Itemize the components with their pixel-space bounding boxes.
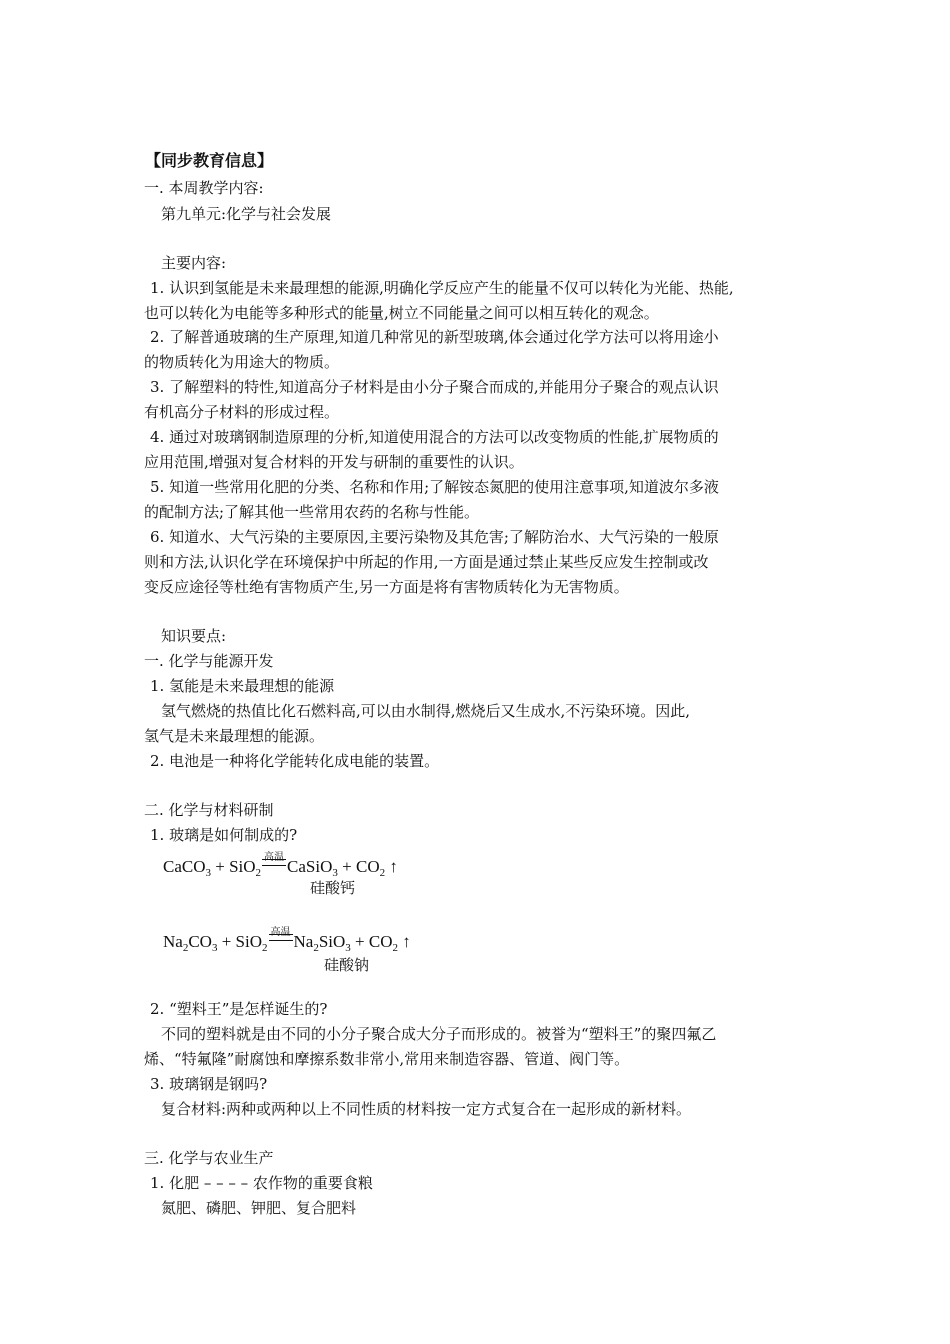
item-heading: 2. 电池是一种将化学能转化成电能的装置。	[150, 752, 440, 770]
main-item-line: 1. 认识到氢能是未来最理想的能源,明确化学反应产生的能量不仅可以转化为光能、热能,	[150, 279, 734, 297]
item-heading: 3. 玻璃钢是钢吗?	[150, 1075, 268, 1093]
main-item-line: 4. 通过对玻璃钢制造原理的分析,知道使用混合的方法可以改变物质的性能,扩展物质的	[150, 428, 719, 446]
item-heading: 1. 玻璃是如何制成的?	[150, 826, 298, 844]
main-item-line: 的物质转化为用途大的物质。	[144, 353, 340, 371]
main-content-heading: 主要内容:	[161, 254, 227, 272]
product-label: 硅酸钙	[310, 879, 356, 897]
main-item-line: 应用范围,增强对复合材料的开发与研制的重要性的认识。	[144, 453, 524, 471]
main-item-line: 有机高分子材料的形成过程。	[144, 403, 340, 421]
paragraph-line: 烯、“特氟隆”耐腐蚀和摩擦系数非常小,常用来制造容器、管道、阀门等。	[144, 1050, 630, 1068]
knowledge-heading: 知识要点:	[161, 627, 227, 645]
reaction-condition: 高温	[262, 865, 286, 872]
unit-title: 第九单元:化学与社会发展	[161, 205, 332, 223]
main-item-line: 也可以转化为电能等多种形式的能量,树立不同能量之间可以相互转化的观念。	[144, 304, 659, 322]
chemical-equation-sodium-silicate: $Na_2CO_3 + SiO_2$ 高温 $Na_2SiO_3 + CO_2$ ↑	[163, 927, 411, 954]
reaction-condition: 高温	[269, 940, 293, 947]
main-item-line: 3. 了解塑料的特性,知道高分子材料是由小分子聚合而成的,并能用分子聚合的观点认识	[150, 378, 719, 396]
item-heading: 1. 化肥 – – – – 农作物的重要食粮	[150, 1174, 373, 1192]
document-title: 【同步教育信息】	[145, 151, 274, 170]
section-heading: 一. 本周教学内容:	[144, 179, 264, 197]
chemical-equation-calcium-silicate: CaCO$_3$ + SiO$_2$ 高温 CaSiO$_3$ + $CO_2$ ↑	[163, 852, 398, 879]
paragraph-line: 不同的塑料就是由不同的小分子聚合成大分子而形成的。被誉为“塑料王”的聚四氟乙	[161, 1025, 717, 1043]
section-heading: 二. 化学与材料研制	[144, 801, 274, 819]
main-item-line: 变反应途径等杜绝有害物质产生,另一方面是将有害物质转化为无害物质。	[144, 578, 629, 596]
paragraph-line: 氮肥、磷肥、钾肥、复合肥料	[161, 1199, 357, 1217]
item-heading: 1. 氢能是未来最理想的能源	[150, 677, 335, 695]
main-item-line: 5. 知道一些常用化肥的分类、名称和作用;了解铵态氮肥的使用注意事项,知道波尔多液	[150, 478, 719, 496]
main-item-line: 的配制方法;了解其他一些常用农药的名称与性能。	[144, 503, 480, 521]
product-label: 硅酸钠	[324, 956, 370, 974]
paragraph-line: 复合材料:两种或两种以上不同性质的材料按一定方式复合在一起形成的新材料。	[161, 1100, 692, 1118]
main-item-line: 则和方法,认识化学在环境保护中所起的作用,一方面是通过禁止某些反应发生控制或改	[144, 553, 709, 571]
section-heading: 三. 化学与农业生产	[144, 1149, 274, 1167]
paragraph-line: 氢气是未来最理想的能源。	[144, 727, 325, 745]
item-heading: 2. “塑料王”是怎样诞生的?	[150, 1000, 328, 1018]
main-item-line: 6. 知道水、大气污染的主要原因,主要污染物及其危害;了解防治水、大气污染的一般原	[150, 528, 719, 546]
paragraph-line: 氢气燃烧的热值比化石燃料高,可以由水制得,燃烧后又生成水,不污染环境。因此,	[161, 702, 691, 720]
section-heading: 一. 化学与能源开发	[144, 652, 274, 670]
main-item-line: 2. 了解普通玻璃的生产原理,知道几种常见的新型玻璃,体会通过化学方法可以将用途小	[150, 328, 719, 346]
